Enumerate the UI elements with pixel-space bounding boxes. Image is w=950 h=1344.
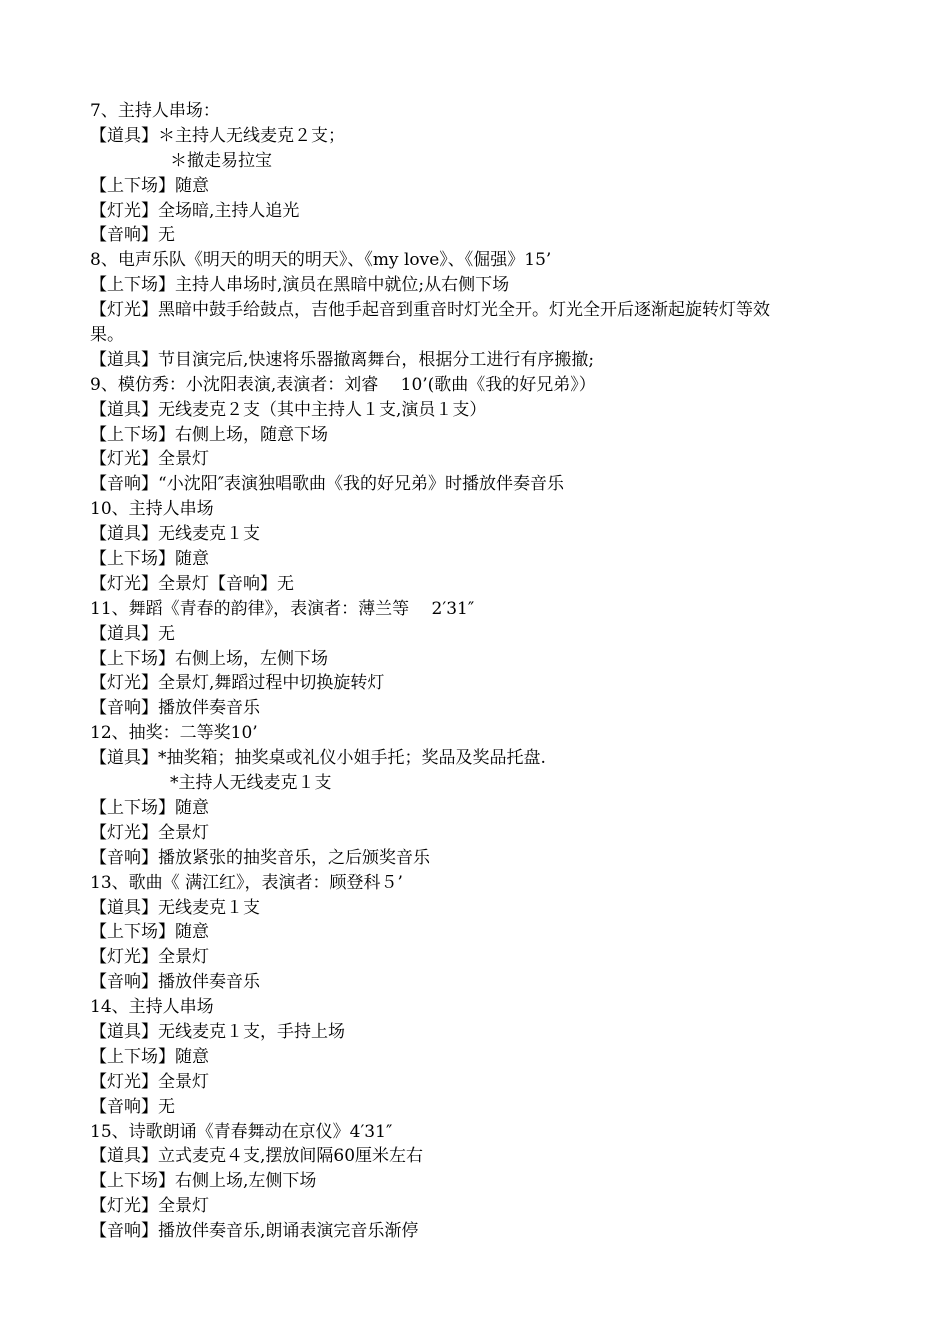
- item-11-props: 【道具】无: [90, 623, 175, 644]
- item-7-heading: 7、主持人串场：: [90, 101, 220, 121]
- item-15-heading: 15、诗歌朗诵《青春舞动在京仪》4′31″: [90, 1121, 393, 1142]
- item-8-heading: 8、电声乐队《明天的明天的明天》、《my love》、《倔强》15’: [90, 250, 552, 271]
- item-14-props: 【道具】无线麦克１支，手持上场: [90, 1021, 345, 1042]
- item-11-stage-entry: 【上下场】右侧上场，左侧下场: [90, 648, 328, 669]
- item-9-sound: 【音响】“小沈阳″表演独唱歌曲《我的好兄弟》时播放伴奏音乐: [90, 474, 565, 495]
- item-7-stage-entry: 【上下场】随意: [90, 175, 209, 196]
- item-10-stage-entry: 【上下场】随意: [90, 549, 209, 570]
- item-8-lighting: 【灯光】黑暗中鼓手给鼓点，吉他手起音到重音时灯光全开。灯光全开后逐渐起旋转灯等效: [90, 300, 770, 321]
- item-13-sound: 【音响】播放伴奏音乐: [90, 972, 260, 993]
- item-15-props: 【道具】立式麦克４支,摆放间隔60厘米左右: [90, 1146, 424, 1167]
- item-13-lighting: 【灯光】全景灯: [90, 947, 209, 968]
- item-8-stage-entry: 【上下场】主持人串场时,演员在黑暗中就位;从右侧下场: [90, 275, 510, 296]
- item-12-sound: 【音响】播放紧张的抽奖音乐，之后颁奖音乐: [90, 847, 430, 868]
- item-7-lighting: 【灯光】全场暗,主持人追光: [90, 200, 300, 221]
- item-15-lighting: 【灯光】全景灯: [90, 1196, 209, 1217]
- item-13-props: 【道具】无线麦克１支: [90, 897, 260, 918]
- item-11-lighting: 【灯光】全景灯,舞蹈过程中切换旋转灯: [90, 673, 385, 694]
- item-10-lighting-sound: 【灯光】全景灯【音响】无: [90, 573, 294, 594]
- item-11-heading: 11、舞蹈《青春的韵律》，表演者：薄兰等 2′31″: [90, 598, 475, 619]
- item-12-stage-entry: 【上下场】随意: [90, 797, 209, 818]
- program-schedule-text: [90, 99, 880, 1244]
- item-10-heading: 10、主持人串场: [90, 499, 214, 520]
- item-15-sound: 【音响】播放伴奏音乐,朗诵表演完音乐渐停: [90, 1221, 419, 1242]
- item-15-stage-entry: 【上下场】右侧上场,左侧下场: [90, 1171, 317, 1192]
- item-13-heading: 13、歌曲《 满江红》，表演者：顾登科５’: [90, 872, 403, 893]
- item-8-props: 【道具】节目演完后,快速将乐器撤离舞台，根据分工进行有序搬撤;: [90, 349, 595, 370]
- item-7-sound: 【音响】无: [90, 225, 175, 246]
- item-13-stage-entry: 【上下场】随意: [90, 922, 209, 943]
- item-9-stage-entry: 【上下场】右侧上场，随意下场: [90, 424, 328, 445]
- item-14-heading: 14、主持人串场: [90, 997, 214, 1018]
- item-14-sound: 【音响】无: [90, 1096, 175, 1117]
- item-12-props: 【道具】*抽奖箱；抽奖桌或礼仪小姐手托；奖品及奖品托盘.: [90, 748, 546, 769]
- item-12-props-continued: *主持人无线麦克１支: [170, 773, 332, 794]
- item-11-sound: 【音响】播放伴奏音乐: [90, 698, 260, 719]
- item-14-stage-entry: 【上下场】随意: [90, 1046, 209, 1067]
- item-12-heading: 12、抽奖：二等奖10’: [90, 723, 258, 744]
- item-8-lighting-continued: 果。: [90, 325, 124, 346]
- item-7-props: 【道具】＊主持人无线麦克２支；: [90, 125, 345, 146]
- item-9-props: 【道具】无线麦克２支（其中主持人１支,演员１支）: [90, 399, 487, 420]
- item-9-lighting: 【灯光】全景灯: [90, 449, 209, 470]
- item-7-props-continued: ＊撤走易拉宝: [170, 150, 272, 171]
- item-10-props: 【道具】无线麦克１支: [90, 524, 260, 545]
- item-14-lighting: 【灯光】全景灯: [90, 1071, 209, 1092]
- item-9-heading: 9、模仿秀：小沈阳表演,表演者：刘睿 10’(歌曲《我的好兄弟》）: [90, 374, 596, 395]
- item-12-lighting: 【灯光】全景灯: [90, 822, 209, 843]
